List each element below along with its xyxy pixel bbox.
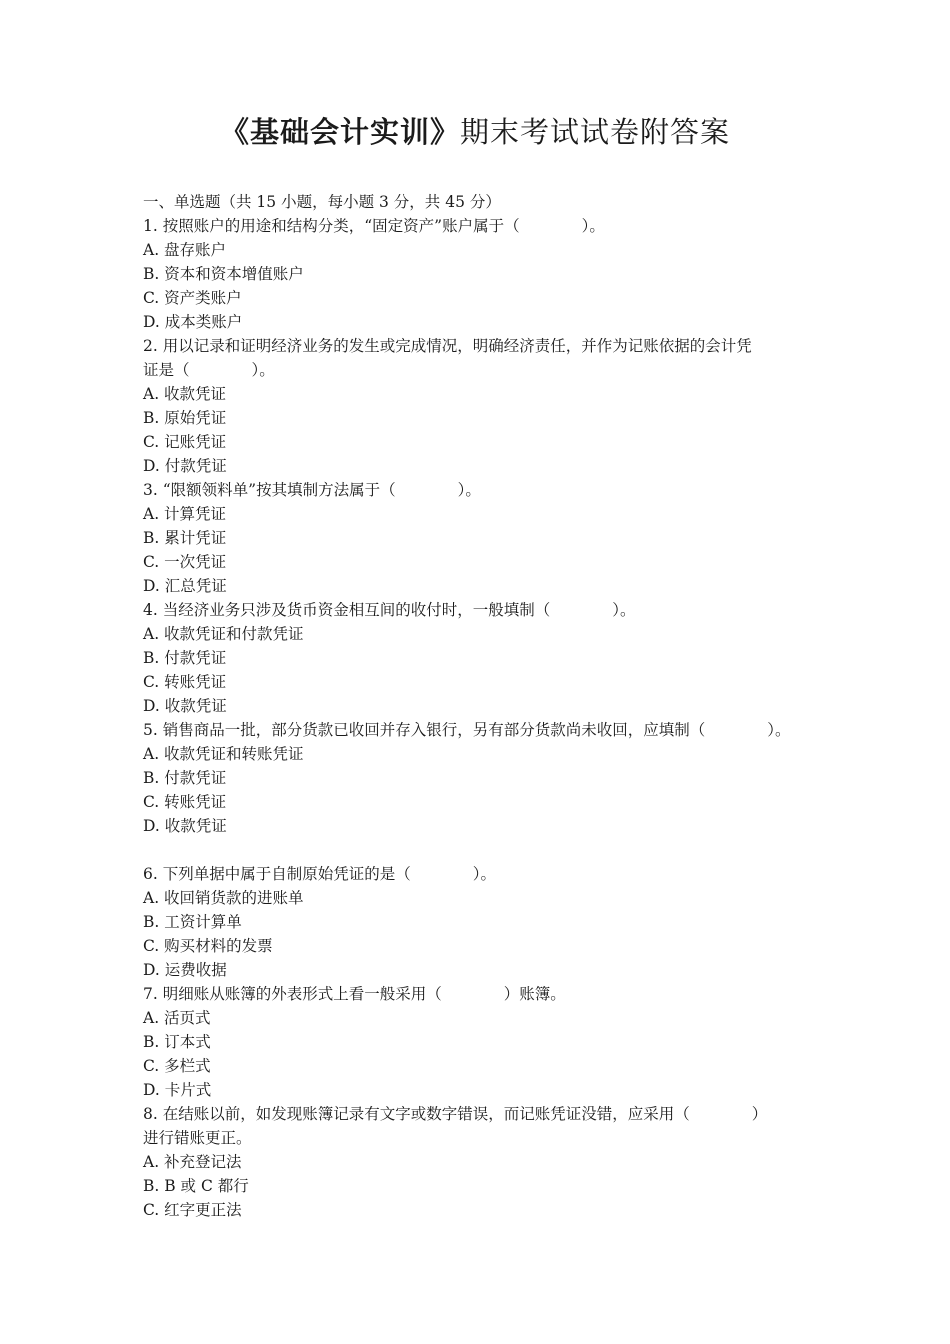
option-c: C. 资产类账户 xyxy=(143,289,242,307)
option-a: A. 活页式 xyxy=(143,1009,211,1027)
option-a: A. 盘存账户 xyxy=(143,241,227,259)
option-d: D. 卡片式 xyxy=(143,1081,212,1099)
option-c: C. 一次凭证 xyxy=(143,553,227,571)
question-text: 3. “限额领料单”按其填制方法属于（ ）。 xyxy=(143,481,481,499)
option-b: B. 工资计算单 xyxy=(143,913,242,931)
page-title xyxy=(0,112,950,152)
question-text: 5. 销售商品一批，部分货款已收回并存入银行，另有部分货款尚未收回，应填制（ ）。 xyxy=(143,721,791,739)
question-block xyxy=(143,598,813,718)
option-a: A. 收回销货款的进账单 xyxy=(143,889,304,907)
option-b: B. 付款凭证 xyxy=(143,649,227,667)
option-b: B. 订本式 xyxy=(143,1033,211,1051)
option-a: A. 收款凭证和转账凭证 xyxy=(143,745,304,763)
option-a: A. 收款凭证 xyxy=(143,385,227,403)
title-suffix: 期末考试试卷附答案 xyxy=(460,115,731,149)
question-block xyxy=(143,478,813,598)
option-b: B. 付款凭证 xyxy=(143,769,227,787)
option-c: C. 红字更正法 xyxy=(143,1201,242,1219)
option-c: C. 购买材料的发票 xyxy=(143,937,273,955)
question-block xyxy=(143,718,813,838)
question-text-continued: 证是（ ）。 xyxy=(143,361,275,379)
option-b: B. 原始凭证 xyxy=(143,409,227,427)
option-d: D. 收款凭证 xyxy=(143,817,227,835)
section-heading: 一、单选题（共 15 小题，每小题 3 分，共 45 分） xyxy=(143,193,501,211)
question-text: 6. 下列单据中属于自制原始凭证的是（ ）。 xyxy=(143,865,496,883)
option-a: A. 计算凭证 xyxy=(143,505,227,523)
question-block xyxy=(143,214,813,334)
option-b: B. 资本和资本增值账户 xyxy=(143,265,304,283)
option-d: D. 汇总凭证 xyxy=(143,577,227,595)
option-c: C. 多栏式 xyxy=(143,1057,211,1075)
option-a: A. 补充登记法 xyxy=(143,1153,242,1171)
option-d: D. 运费收据 xyxy=(143,961,227,979)
question-block xyxy=(143,1102,813,1222)
question-text: 4. 当经济业务只涉及货币资金相互间的收付时，一般填制（ ）。 xyxy=(143,601,636,619)
question-text: 8. 在结账以前，如发现账簿记录有文字或数字错误，而记账凭证没错，应采用（ ） xyxy=(143,1105,768,1123)
option-b: B. B 或 C 都行 xyxy=(143,1177,249,1195)
option-c: C. 转账凭证 xyxy=(143,793,227,811)
blank-line xyxy=(143,838,813,862)
question-block xyxy=(143,982,813,1102)
option-c: C. 记账凭证 xyxy=(143,433,227,451)
title-course-name: 《基础会计实训》 xyxy=(219,115,460,149)
question-text: 7. 明细账从账簿的外表形式上看一般采用（ ）账簿。 xyxy=(143,985,566,1003)
question-block xyxy=(143,862,813,982)
option-c: C. 转账凭证 xyxy=(143,673,227,691)
question-text-continued: 进行错账更正。 xyxy=(143,1129,252,1147)
option-d: D. 付款凭证 xyxy=(143,457,227,475)
option-a: A. 收款凭证和付款凭证 xyxy=(143,625,304,643)
question-text: 2. 用以记录和证明经济业务的发生或完成情况，明确经济责任，并作为记账依据的会计凭 xyxy=(143,337,752,355)
option-d: D. 收款凭证 xyxy=(143,697,227,715)
exam-content xyxy=(143,190,813,1222)
question-text: 1. 按照账户的用途和结构分类，“固定资产”账户属于（ ）。 xyxy=(143,217,605,235)
option-b: B. 累计凭证 xyxy=(143,529,227,547)
option-d: D. 成本类账户 xyxy=(143,313,243,331)
question-block xyxy=(143,334,813,478)
